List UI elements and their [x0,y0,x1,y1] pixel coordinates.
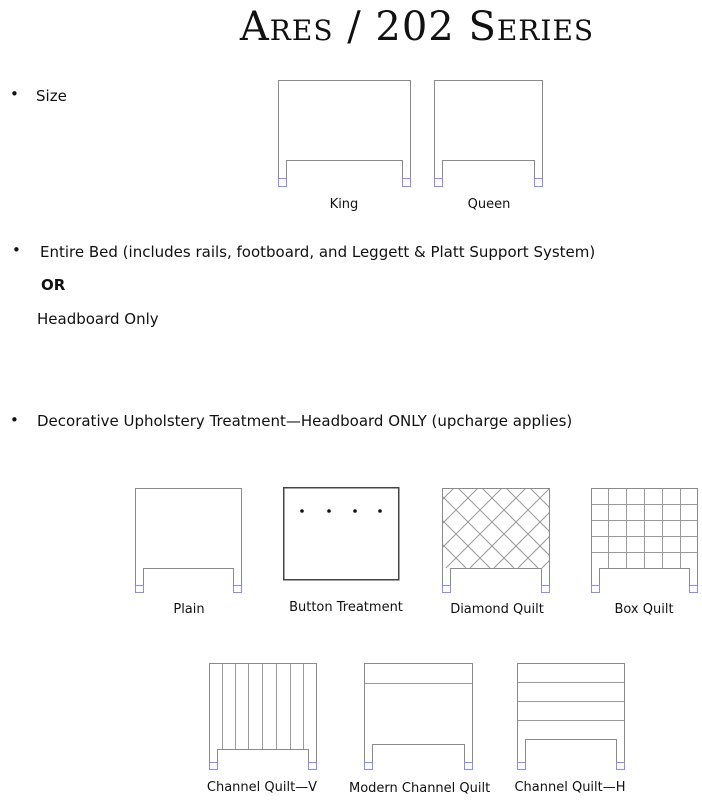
page-title: Ares / 202 Series [239,4,595,50]
modern-channel-quilt-drawing [364,663,474,771]
size-caption-queen: Queen [467,197,511,212]
entire-bed-label: Entire Bed (includes rails, footboard, and Leggett & Platt Support System) [40,243,596,261]
diamond-quilt-drawing [442,488,551,594]
treatment-caption-diamond: Diamond Quilt [450,602,544,617]
treatment-caption-plain: Plain [173,602,205,617]
king-headboard-drawing [278,80,412,188]
queen-headboard-drawing [434,80,544,188]
or-label: OR [41,276,66,294]
treatment-caption-channel-h: Channel Quilt—H [514,780,626,795]
treatment-caption-modern-channel: Modern Channel Quilt [349,781,491,796]
channel-quilt-v-drawing [209,663,318,771]
size-bullet: • [10,85,19,103]
decorative-label: Decorative Upholstery Treatment—Headboard ONLY (upcharge applies) [37,412,573,430]
box-quilt-drawing [591,488,699,594]
plain-headboard-drawing [135,488,243,594]
treatment-caption-channel-v: Channel Quilt—V [206,780,318,795]
headboard-only-label: Headboard Only [37,310,159,328]
entire-bed-bullet: • [12,241,21,259]
page-title-wrap [0,4,702,50]
button-treatment-drawing [283,487,400,582]
treatment-caption-button: Button Treatment [289,600,403,615]
decorative-bullet: • [10,411,19,429]
treatment-caption-box: Box Quilt [614,602,674,617]
size-label: Size [36,87,67,105]
channel-quilt-h-drawing [517,663,626,771]
size-caption-king: King [329,197,359,212]
